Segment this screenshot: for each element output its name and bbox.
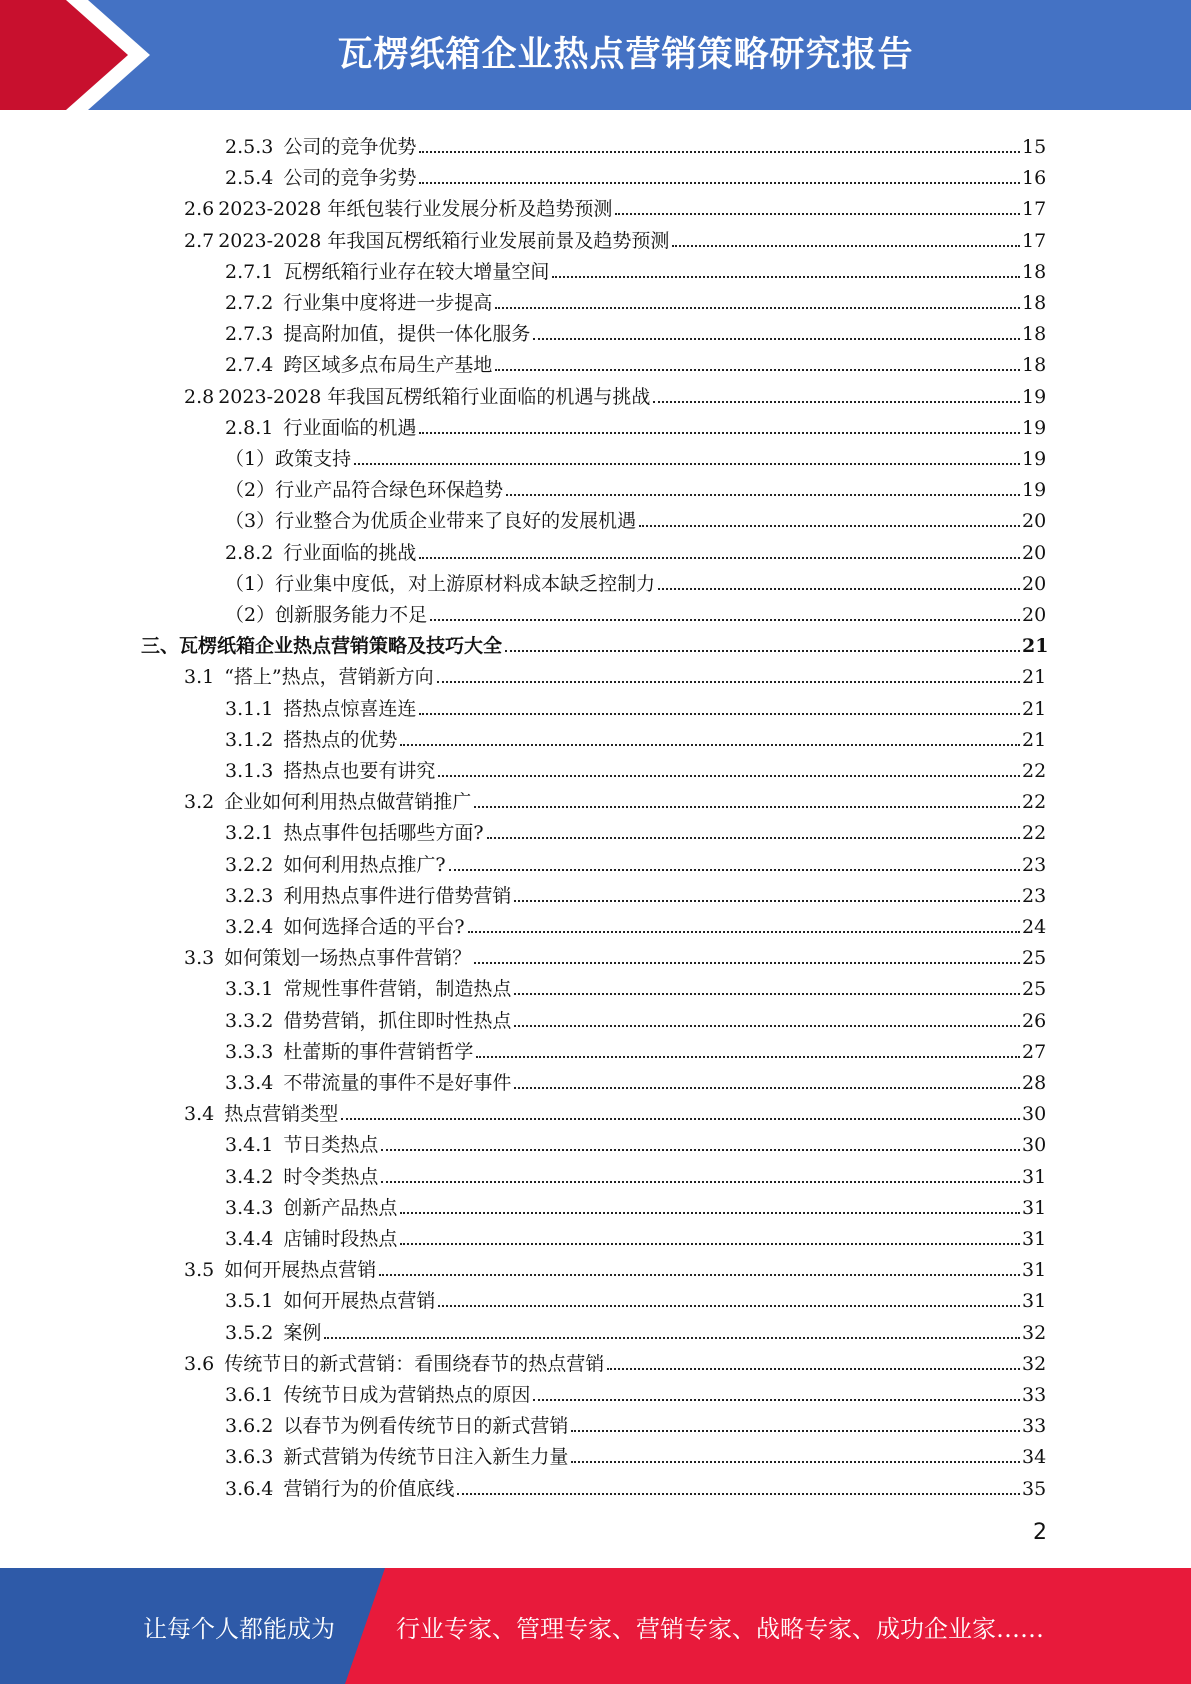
toc-entry[interactable] [225,969,1046,1000]
toc-entry-title: 行业面临的机遇 [283,417,417,439]
toc-entry-page: 34 [1022,1446,1047,1468]
toc-entry-page: 20 [1022,542,1047,564]
toc-entry-page: 21 [1022,698,1047,720]
toc-dot-leader [379,1273,1020,1276]
toc-dot-leader [505,649,1020,652]
toc-entry-title: 公司的竞争优势 [283,136,417,158]
toc-entry-number: （2） [225,604,276,626]
toc-dot-leader [419,712,1020,715]
toc-entry-page: 28 [1022,1072,1047,1094]
toc-entry-number: 2.7.3 [225,323,274,345]
toc-entry[interactable] [184,782,1046,813]
toc-entry[interactable] [225,564,1046,595]
toc-dot-leader [607,1367,1020,1370]
toc-dot-leader [514,1024,1020,1027]
toc-entry-title: 杜蕾斯的事件营销哲学 [283,1041,474,1063]
toc-entry-title: 跨区域多点布局生产基地 [283,354,493,376]
toc-entry-number: （3） [225,510,276,532]
toc-dot-leader [419,150,1020,153]
toc-entry-title: 案例 [283,1322,322,1344]
toc-dot-leader [341,1117,1020,1120]
toc-entry-number: 2.8 [184,386,215,408]
toc-entry-number: 3.3.1 [225,978,274,1000]
toc-entry[interactable] [184,1094,1046,1125]
toc-entry-number: 3.6 [184,1353,215,1375]
toc-dot-leader [438,1304,1020,1307]
toc-entry-title: 搭热点的优势 [283,729,398,751]
toc-entry[interactable] [225,907,1046,938]
toc-entry-title: 企业如何利用热点做营销推广 [224,791,472,813]
toc-entry-title: 营销行为的价值底线 [283,1478,455,1500]
toc-dot-leader [552,275,1020,278]
toc-entry[interactable] [225,1437,1046,1468]
toc-dot-leader [324,1336,1020,1339]
toc-entry-number: 2.7.2 [225,292,274,314]
toc-entry-page: 31 [1022,1166,1047,1188]
toc-entry-title: 新式营销为传统节日注入新生力量 [283,1446,569,1468]
toc-entry-title: 2023-2028 年我国瓦楞纸箱行业面临的机遇与挑战 [218,386,651,408]
toc-entry-title: 行业产品符合绿色环保趋势 [275,479,504,501]
toc-entry[interactable] [225,501,1046,532]
toc-entry-page: 31 [1022,1290,1047,1312]
toc-entry-page: 19 [1022,448,1047,470]
toc-entry[interactable] [225,845,1046,876]
toc-entry-page: 31 [1022,1197,1047,1219]
toc-entry-number: 3.2.4 [225,916,274,938]
toc-entry-title: 2023-2028 年纸包装行业发展分析及趋势预测 [218,198,613,220]
toc-entry[interactable] [225,408,1046,439]
toc-dot-leader [653,400,1020,403]
toc-dot-leader [615,212,1020,215]
toc-entry-number: 3.3.2 [225,1010,274,1032]
toc-entry-page: 35 [1022,1478,1047,1500]
toc-entry-page: 15 [1022,136,1047,158]
toc-entry[interactable] [225,1188,1046,1219]
toc-entry-number: 3.1.2 [225,729,274,751]
toc-entry-number: 3.5.1 [225,1290,274,1312]
toc-entry-number: 3.2.3 [225,885,274,907]
toc-entry[interactable] [225,751,1046,782]
toc-entry-title: 2023-2028 年我国瓦楞纸箱行业发展前景及趋势预测 [218,230,670,252]
toc-entry-number: 3.2.1 [225,822,274,844]
toc-entry-page: 21 [1022,729,1047,751]
toc-entry-page: 33 [1022,1415,1047,1437]
toc-entry-number: 3.2 [184,791,215,813]
toc-entry-page: 19 [1022,417,1047,439]
toc-entry-title: 利用热点事件进行借势营销 [283,885,512,907]
toc-dot-leader [514,899,1020,902]
toc-entry-number: 3.1.1 [225,698,274,720]
toc-entry-page: 18 [1022,354,1047,376]
toc-entry-page: 21 [1022,666,1047,688]
toc-entry[interactable] [184,1250,1046,1281]
toc-entry[interactable] [225,1281,1046,1312]
toc-entry-number: 3.4.2 [225,1166,274,1188]
footer-slogan-left: 让每个人都能成为 [143,1615,335,1643]
toc-entry-title: 不带流量的事件不是好事件 [283,1072,512,1094]
toc-entry-title: 行业整合为优质企业带来了良好的发展机遇 [275,510,637,532]
toc-entry-title: 搭热点也要有讲究 [283,760,436,782]
toc-entry[interactable] [225,1219,1046,1250]
toc-entry-title: 节日类热点 [283,1134,379,1156]
toc-entry-title: 热点营销类型 [224,1103,339,1125]
toc-dot-leader [495,368,1020,371]
toc-dot-leader [468,930,1020,933]
toc-entry-number: 3.5 [184,1259,215,1281]
toc-entry-number: 3.4 [184,1103,215,1125]
toc-entry-page: 16 [1022,167,1047,189]
toc-entry[interactable] [225,439,1046,470]
toc-dot-leader [400,1242,1020,1245]
toc-entry-number: 2.8.1 [225,417,274,439]
toc-entry-number: 3.2.2 [225,854,274,876]
toc-dot-leader [381,1148,1020,1151]
toc-entry-page: 31 [1022,1228,1047,1250]
toc-entry[interactable] [225,813,1046,844]
page-header [0,0,1191,110]
page-footer [0,1568,1191,1684]
toc-entry-number: 3.3.3 [225,1041,274,1063]
toc-entry-page: 33 [1022,1384,1047,1406]
toc-entry[interactable] [225,1157,1046,1188]
page-number: 2 [1033,1520,1047,1545]
toc-dot-leader [381,1180,1020,1183]
toc-entry[interactable] [225,1032,1046,1063]
toc-entry[interactable] [225,1313,1046,1344]
toc-entry-title: 如何选择合适的平台? [283,916,465,938]
toc-entry-title: 如何利用热点推广? [283,854,446,876]
toc-entry-page: 23 [1022,885,1047,907]
toc-entry[interactable] [225,720,1046,751]
toc-entry-title: “搭上”热点，营销新方向 [224,666,434,688]
toc-entry-page: 27 [1022,1041,1047,1063]
toc-entry-page: 20 [1022,573,1047,595]
toc-entry-number: 2.5.4 [225,167,274,189]
toc-dot-leader [476,1055,1020,1058]
toc-entry[interactable] [225,1375,1046,1406]
toc-entry-number: 3.3 [184,947,215,969]
toc-entry-title: 热点事件包括哪些方面? [283,822,484,844]
toc-dot-leader [533,337,1020,340]
toc-dot-leader [419,556,1020,559]
toc-entry[interactable] [184,221,1046,252]
toc-entry-title: 借势营销，抓住即时性热点 [283,1010,512,1032]
toc-entry-number: 2.8.2 [225,542,274,564]
toc-dot-leader [487,836,1020,839]
toc-entry[interactable] [225,127,1046,158]
toc-entry-title: 行业集中度将进一步提高 [283,292,493,314]
toc-dot-leader [449,868,1020,871]
toc-entry[interactable] [184,1344,1046,1375]
toc-dot-leader [571,1429,1020,1432]
toc-dot-leader [400,743,1020,746]
toc-entry-number: 3.4.4 [225,1228,274,1250]
toc-entry-page: 20 [1022,604,1047,626]
toc-entry-title: 以春节为例看传统节日的新式营销 [283,1415,569,1437]
toc-entry-number: （1） [225,573,276,595]
toc-entry[interactable] [225,689,1046,720]
toc-entry[interactable] [225,1063,1046,1094]
toc-dot-leader [354,462,1020,465]
toc-entry-title: 店铺时段热点 [283,1228,398,1250]
toc-entry-title: 如何策划一场热点事件营销？ [224,947,472,969]
toc-entry[interactable] [225,470,1046,501]
toc-dot-leader [474,805,1020,808]
toc-entry-number: 2.7 [184,230,215,252]
toc-dot-leader [514,992,1020,995]
toc-entry-title: 传统节日成为营销热点的原因 [283,1384,531,1406]
toc-entry-page: 24 [1022,916,1047,938]
toc-entry-number: 三、 [141,635,180,657]
toc-entry-title: 如何开展热点营销 [283,1290,436,1312]
toc-entry-number: （1） [225,448,276,470]
toc-entry[interactable] [184,657,1046,688]
toc-entry-page: 31 [1022,1259,1047,1281]
toc-entry-page: 17 [1022,198,1047,220]
toc-entry-number: 3.1 [184,666,215,688]
toc-entry[interactable] [225,158,1046,189]
toc-entry-number: 3.4.1 [225,1134,274,1156]
toc-entry[interactable] [225,345,1046,376]
toc-dot-leader [639,524,1020,527]
toc-entry-number: 2.6 [184,198,215,220]
toc-entry[interactable] [141,626,1049,657]
toc-entry[interactable] [225,252,1046,283]
toc-entry-number: 2.7.4 [225,354,274,376]
toc-entry-page: 30 [1022,1134,1047,1156]
footer-slogan-right: 行业专家、管理专家、营销专家、战略专家、成功企业家…… [396,1615,1044,1643]
toc-entry-page: 22 [1022,791,1047,813]
toc-dot-leader [474,961,1020,964]
toc-entry-page: 18 [1022,261,1047,283]
toc-dot-leader [658,587,1020,590]
toc-entry-number: 3.6.2 [225,1415,274,1437]
toc-entry-title: 创新服务能力不足 [275,604,428,626]
toc-dot-leader [430,618,1020,621]
toc-entry-title: 传统节日的新式营销：看围绕春节的热点营销 [224,1353,605,1375]
toc-entry-number: 2.5.3 [225,136,274,158]
toc-entry-number: （2） [225,479,276,501]
toc-entry[interactable] [225,533,1046,564]
toc-entry-page: 18 [1022,292,1047,314]
toc-entry-number: 3.4.3 [225,1197,274,1219]
toc-entry-title: 常规性事件营销，制造热点 [283,978,512,1000]
toc-entry-title: 瓦楞纸箱行业存在较大增量空间 [283,261,550,283]
toc-entry[interactable] [184,377,1046,408]
document-title: 瓦楞纸箱企业热点营销策略研究报告 [337,35,914,75]
toc-entry-number: 3.6.3 [225,1446,274,1468]
toc-entry-number: 3.1.3 [225,760,274,782]
toc-entry-page: 32 [1022,1322,1047,1344]
toc-entry-page: 20 [1022,510,1047,532]
toc-entry[interactable] [225,314,1046,345]
toc-dot-leader [419,181,1020,184]
toc-entry-page: 22 [1022,760,1047,782]
toc-entry-title: 提高附加值，提供一体化服务 [283,323,531,345]
toc-entry-page: 21 [1022,635,1049,657]
toc-entry-page: 17 [1022,230,1047,252]
toc-dot-leader [419,431,1020,434]
toc-dot-leader [571,1460,1020,1463]
toc-entry-page: 18 [1022,323,1047,345]
toc-dot-leader [438,774,1020,777]
toc-entry-title: 行业面临的挑战 [283,542,417,564]
toc-entry-title: 行业集中度低，对上游原材料成本缺乏控制力 [275,573,656,595]
toc-dot-leader [514,1086,1020,1089]
toc-entry[interactable] [225,283,1046,314]
toc-entry-title: 时令类热点 [283,1166,379,1188]
toc-entry[interactable] [225,595,1046,626]
toc-entry-number: 2.7.1 [225,261,274,283]
toc-dot-leader [400,1211,1020,1214]
toc-entry-number: 3.6.1 [225,1384,274,1406]
toc-dot-leader [506,493,1020,496]
toc-entry[interactable] [225,1406,1046,1437]
toc-dot-leader [672,244,1020,247]
toc-entry-title: 公司的竞争劣势 [283,167,417,189]
toc-dot-leader [457,1492,1020,1495]
toc-entry-title: 搭热点惊喜连连 [283,698,417,720]
toc-entry-number: 3.6.4 [225,1478,274,1500]
toc-dot-leader [437,680,1020,683]
toc-entry-page: 30 [1022,1103,1047,1125]
toc-entry[interactable] [225,1001,1046,1032]
toc-entry-page: 19 [1022,479,1047,501]
toc-entry[interactable] [225,876,1046,907]
toc-entry-page: 19 [1022,386,1047,408]
toc-entry-title: 瓦楞纸箱企业热点营销策略及技巧大全 [179,635,503,657]
toc-entry[interactable] [225,1469,1046,1500]
toc-entry-page: 26 [1022,1010,1047,1032]
toc-entry-page: 25 [1022,947,1047,969]
toc-entry[interactable] [225,1125,1046,1156]
toc-entry[interactable] [184,938,1046,969]
toc-entry-title: 创新产品热点 [283,1197,398,1219]
toc-entry-page: 22 [1022,822,1047,844]
toc-entry-number: 3.5.2 [225,1322,274,1344]
toc-entry-title: 政策支持 [275,448,352,470]
toc-dot-leader [495,306,1020,309]
toc-entry-page: 23 [1022,854,1047,876]
toc-entry-title: 如何开展热点营销 [224,1259,377,1281]
toc-entry[interactable] [184,189,1046,220]
toc-dot-leader [533,1398,1020,1401]
toc-entry-page: 32 [1022,1353,1047,1375]
toc-entry-number: 3.3.4 [225,1072,274,1094]
toc-entry-page: 25 [1022,978,1047,1000]
